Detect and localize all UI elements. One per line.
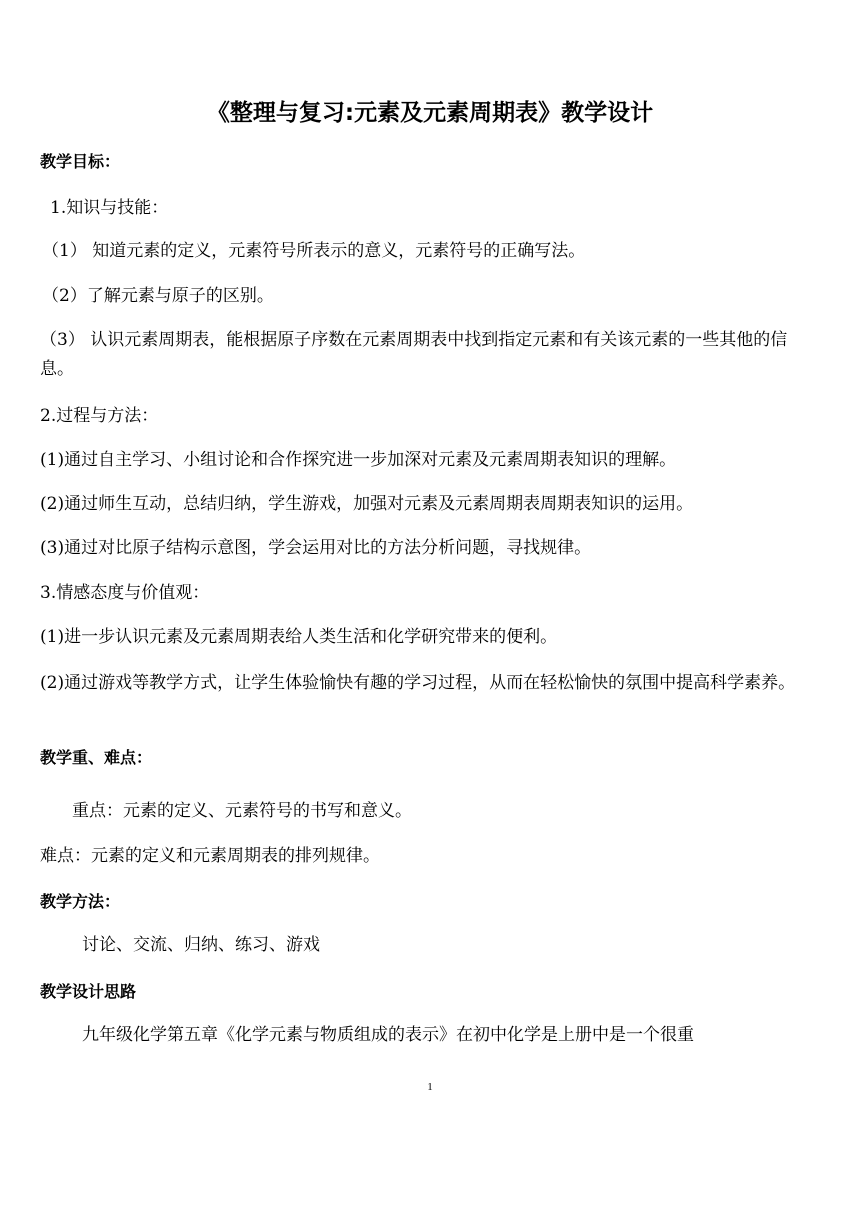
design-heading: 教学设计思路: [40, 982, 137, 1001]
process-item: (2)通过师生互动，总结归纳，学生游戏，加强对元素及元素周期表周期表知识的运用。: [40, 494, 694, 514]
process-item: (3)通过对比原子结构示意图，学会运用对比的方法分析问题，寻找规律。: [40, 538, 592, 558]
process-item: (1)通过自主学习、小组讨论和合作探究进一步加深对元素及元素周期表知识的理解。: [40, 450, 677, 470]
knowledge-item: （3） 认识元素周期表，能根据原子序数在元素周期表中找到指定元素和有关该元素的一些其他的信息。: [40, 330, 788, 379]
process-heading: 2.过程与方法：: [40, 406, 159, 426]
knowledge-item: （1） 知道元素的定义，元素符号所表示的意义，元素符号的正确写法。: [42, 241, 586, 261]
objectives-heading: 教学目标：: [40, 152, 121, 171]
attitude-heading: 3.情感态度与价值观：: [40, 583, 210, 603]
page-number: 1: [427, 1081, 433, 1093]
difficult-point: 难点：元素的定义和元素周期表的排列规律。: [40, 846, 380, 866]
key-points-heading: 教学重、难点：: [40, 748, 153, 767]
attitude-item: (2)通过游戏等教学方式，让学生体验愉快有趣的学习过程，从而在轻松愉快的氛围中提高科学素养。: [40, 673, 796, 693]
document-title: 《整理与复习:元素及元素周期表》教学设计: [206, 100, 654, 126]
design-text: 九年级化学第五章《化学元素与物质组成的表示》在初中化学是上册中是一个很重: [82, 1025, 694, 1045]
methods-heading: 教学方法：: [40, 892, 121, 911]
key-point: 重点：元素的定义、元素符号的书写和意义。: [72, 801, 412, 821]
knowledge-item: （2）了解元素与原子的区别。: [42, 286, 274, 306]
methods-text: 讨论、交流、归纳、练习、游戏: [82, 935, 320, 955]
attitude-item: (1)进一步认识元素及元素周期表给人类生活和化学研究带来的便利。: [40, 627, 558, 647]
knowledge-heading: 1.知识与技能：: [50, 198, 169, 218]
